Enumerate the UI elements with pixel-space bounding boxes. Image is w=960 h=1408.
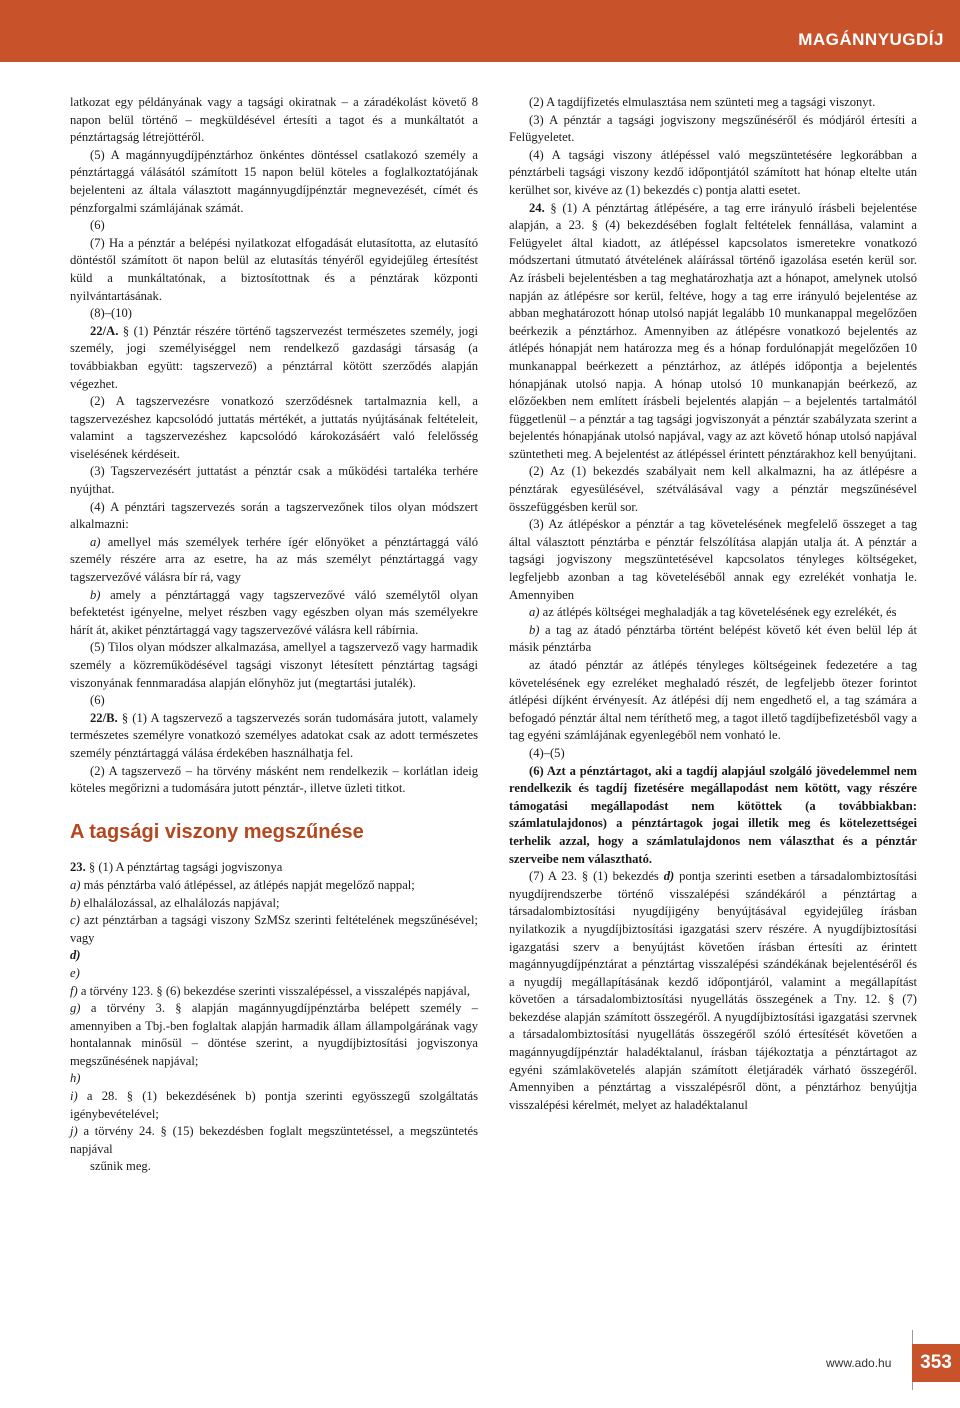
paragraph: (6) — [90, 218, 105, 233]
list-item — [70, 947, 478, 965]
paragraph: (5) Tilos olyan módszer alkalmazása, amellyel a tagszervező vagy harmadik személy a közreműködésével tagsági viszonyt létesített pénztártag tagsági viszonyának fennmaradása alapján előnyhöz jut (megtartási jutalék). — [70, 640, 478, 690]
item-letter: a) — [529, 605, 540, 620]
section-number: 22/A. — [90, 323, 119, 338]
page-number: 353 — [912, 1344, 960, 1382]
paragraph-text: a törvény 24. § (15) bekezdésben foglalt megszüntetéssel, a megszüntetés napjával — [70, 1124, 478, 1156]
paragraph: (4)–(5) — [529, 745, 565, 760]
paragraph: (2) A tagszervezésre vonatkozó szerződésnek tartalmaznia kell, a tagszervezéshez kapcsolódó juttatás mértékét, a juttatás nyújtásának feltételeit, valamint a tagszervezéshez kapcsolódó károkozásáért való felelősség viselésének kérdéseit. — [70, 394, 478, 461]
section-number: 24. — [529, 200, 545, 215]
item-letter: j) — [70, 1124, 78, 1139]
list-item — [70, 895, 478, 913]
list-item — [70, 965, 478, 983]
item-letter: d) — [70, 948, 81, 963]
section-title: A tagsági viszony megszűnése — [70, 820, 364, 843]
paragraph: (6) — [90, 693, 105, 708]
paragraph: az átadó pénztár az átlépés tényleges költségeinek fedezetére a tag követelésének egy ezreléket meghaladó részét, de legfeljebb ötezer forintot átlépési díjként érvényesít. Az átlépési díj nem engedhető el, a tag számára a befogadó pénztár által nem téríthető meg, a tagot illető tagdíjbefizetésből vagy a tag egyéni számlájának egyenlegéből nem vonható le. — [509, 658, 917, 743]
paragraph — [70, 859, 478, 877]
paragraph: (2) A tagdíjfizetés elmulasztása nem szünteti meg a tagsági viszonyt. — [529, 95, 876, 109]
paragraph: szűnik meg. — [90, 1159, 151, 1174]
paragraph: (4) A pénztári tagszervezés során a tagszervezőnek tilos olyan módszert alkalmazni: — [70, 499, 478, 532]
paragraph: (7) Ha a pénztár a belépési nyilatkozat elfogadását elutasította, az elutasító döntéstől számított öt napon belül az elutasítás tényéről egyidejűleg értesítést küld a munkáltatónak, a biztosítottnak és a pénztárak központi nyilvántartásának. — [70, 235, 478, 303]
paragraph-text: (7) A 23. § (1) bekezdés — [529, 869, 664, 884]
paragraph-text: § (1) A tagszervező a tagszervezés során tudomására jutott, valamely természetes személyre vonatkozó személyes adatokat csak az adott természetes személy pénztártaggá válása érdekében használhatja fel. — [70, 710, 478, 760]
paragraph-text: a törvény 123. § (6) bekezdése szerinti visszalépéssel, a visszalépés napjával, — [77, 983, 471, 998]
paragraph: latkozat egy példányának vagy a tagsági okiratnak – a záradékolást követő 8 napon belül történő – megküldésével értesíti a tagot és a munkáltatót a pénztártagság létrejöttéről. — [70, 95, 478, 145]
paragraph-text: § (1) A pénztártag átlépésére, a tag erre irányuló írásbeli bejelentése alapján, a 23. § (4) bekezdésében foglalt feltételek fennállása, valamint a Felügyelet által kiadott, az átlépéssel kapcsolatos ismeretekre vonatkozó módszertani útmutató átvételének aláírással történő igazolása esetén kerül sor. Az írásbeli bejelentésben a tag meghatározhatja azt a hónapot, amelynek utolsó napján az átlépésre sor kerül, feltéve, hogy a tag erre irányuló bejelentése az abban meghatározott hónap utolsó napját legalább 10 munkanappal megelőzően beérkezik a pénztárhoz. Amennyiben az átlépésre vonatkozó bejelentés az átlépés hónapját nem határozza meg és a hónap fordulónapját megelőzően 10 munkanappal beérkezett a pénztárhoz, az átlépés időpontja a bejelentés hónapjának utolsó napja. A hónap utolsó 10 munkanapján beérkező, az előzőekben nem említett írásbeli bejelentés alapján – a bejelentés tartalmától függetlenül – a pénztár a tag tagsági jogviszonyát a pénztár szabályzata szerint a bejelentés hónapjának utolsó napjával, vagy az azt követő hónap utolsó napjával szüntetheti meg. A bejelentést az átlépéssel érintett pénztárakhoz kell benyújtani. — [509, 200, 917, 461]
paragraph-text: amely a pénztártaggá vagy tagszervezővé váló személytől olyan befektetést igényelne, melyet részben vagy egészben olyan más személyekre hárít át, akiket pénztártaggá vagy tagszervezővé válásra kell rábírnia. — [70, 587, 478, 637]
paragraph — [70, 710, 478, 763]
list-item — [70, 877, 478, 895]
paragraph — [70, 323, 478, 393]
paragraph: (8)–(10) — [90, 306, 132, 321]
paragraph-bold: (6) Azt a pénztártagot, aki a tagdíj alapjául szolgáló jövedelemmel nem rendelkezik és tagdíj fizetésére megállapodást nem kötött, vagy részére támogatási megállapodást nem kötöttek (a továbbiakban: számlatulajdonos) a pénztártagok jogai illetik meg és kötelezettségei terhelik azzal, hogy a számlatulajdonos nem választhat és a pénztár szerveibe nem választható. — [509, 763, 917, 866]
paragraph: (3) Tagszervezésért juttatást a pénztár csak a működési tartaléka terhére nyújthat. — [70, 464, 478, 497]
item-letter: g) — [70, 1001, 81, 1016]
item-letter: e) — [70, 965, 80, 980]
paragraph-text: azt pénztárban a tagsági viszony SzMSz szerinti feltételének megszűnésével; vagy — [70, 913, 478, 945]
paragraph: (2) A tagszervező – ha törvény másként nem rendelkezik – korlátlan ideig köteles megőrizni a tudomására jutott pénztár-, illetve üzleti titkot. — [70, 763, 478, 796]
item-letter: a) — [70, 877, 81, 892]
paragraph-text: elhalálozással, az elhalálozás napjával; — [80, 895, 280, 910]
paragraph: (4) A tagsági viszony átlépéssel való megszüntetésére legkorábban a pénztárbeli tagsági viszony kezdő időpontjától számított hat hónap eltelte után kerülhet sor, kivéve az (1) bekezdés c) pontja alatti esetet. — [509, 147, 917, 197]
section-header-title: MAGÁNNYUGDÍJ — [798, 30, 944, 49]
list-item — [70, 983, 478, 1001]
paragraph-text: a törvény 3. § alapján magánnyugdíjpénztárba belépett személy – amennyiben a Tbj.-ben foglaltak alapján harmadik állam állampolgárának vagy hontalannak minősül – döntése szerint, a nyugdíjbiztosítási jogviszonya megszűnésének napjával; — [70, 1001, 478, 1068]
paragraph-text: más pénztárba való átlépéssel, az átlépés napját megelőző nappal; — [80, 877, 415, 892]
list-item — [70, 1000, 478, 1070]
paragraph-text: § (1) Pénztár részére történő tagszervezést természetes személy, jogi személy, jogi személyiséggel nem rendelkező gazdasági társaság (a továbbiakban együtt: tagszervező) a pénztárral kötött szerződés alapján végezhet. — [70, 323, 478, 391]
item-letter: f) — [70, 983, 78, 998]
list-item — [509, 622, 917, 657]
paragraph: (3) Az átlépéskor a pénztár a tag követelésének megfelelő összeget a tag által választott pénztárba e pénztár felszólítása alapján utalja át. A pénztár a tagsági jogviszony megszüntetésével kapcsolatos tényleges költségeket, legfeljebb azonban a tag követeléséből annak egy ezrelékét vonhatja le. Amennyiben — [509, 517, 917, 602]
item-letter: b) — [70, 895, 81, 910]
paragraph: (5) A magánnyugdíjpénztárhoz önkéntes döntéssel csatlakozó személy a pénztártaggá válásától számított 15 napon belül köteles a foglalkoztatójának bejelenteni az általa választott magánnyugdíjpénztár megnevezését, címét és pénzforgalmi számlájának számát. — [70, 147, 478, 215]
paragraph-text: a tag az átadó pénztárba történt belépést követő két éven belül lép át másik pénztárba — [509, 622, 917, 655]
paragraph: (2) Az (1) bekezdés szabályait nem kell alkalmazni, ha az átlépésre a pénztárak egyesülésével, szétválásával vagy a pénztár megszűnésével összefüggésben kerül sor. — [509, 464, 917, 514]
list-item — [70, 1123, 478, 1158]
item-letter: b) — [529, 622, 540, 637]
paragraph-text: § (1) A pénztártag tagsági jogviszonya — [85, 860, 283, 875]
paragraph — [70, 534, 478, 587]
section-number: 23. — [70, 860, 86, 875]
paragraph — [509, 200, 917, 464]
list-item — [70, 912, 478, 947]
paragraph-text: az átlépés költségei meghaladják a tag követelésének egy ezrelékét, és — [539, 605, 897, 620]
section-number: 22/B. — [90, 710, 118, 725]
list-item — [70, 1070, 478, 1088]
item-letter: h) — [70, 1071, 81, 1086]
item-letter: b) — [90, 587, 101, 602]
paragraph-text: pontja szerinti esetben a társadalombiztosítási nyugdíjrendszerbe történő visszalépési szándékáról a pénztártag a társadalombiztosítási nyugdíjigény benyújtásával egyidejűleg írásban nyilatkozik a nyugdíjbiztosítási igazgatási szerv részére. A nyugdíjbiztosítási igazgatási szerv a benyújtást követően írásban értesíti az érintett magánnyugdíjpénztárat a pénztártag visszalépési szándékának bejelentéséről és a nyugdíj megállapításának kezdő időpontjáról, valamint a megállapítást követően a társadalombiztosítási nyugellátás összegének a Tny. 12. § (7) bekezdése alapján számított összegéről. A nyugdíjbiztosítási igazgatási szervnek a társadalombiztosítási nyugellátás összegéről szóló értesítését követően a magánnyugdíjpénztár haladéktalanul, írásban tájékoztatja a pénztártagot az egyéni számlakövetelés alapján számított életjáradék várható összegéről. Amennyiben a pénztártag a visszalépésről dönt, a pénztárhoz benyújtja visszalépési kérelmét, melyet az haladéktalanul — [509, 869, 918, 1112]
paragraph-text: amellyel más személyek terhére ígér előnyöket a pénztártaggá váló személy részére arra az esetre, ha az más személyt pénztártaggá vagy tagszervezővé válásra bír rá, vagy — [70, 534, 478, 585]
paragraph: (3) A pénztár a tagsági jogviszony megszűnéséről és módjáról értesíti a Felügyeletet. — [509, 112, 917, 145]
item-letter: d) — [663, 869, 675, 884]
right-column — [509, 94, 917, 1114]
item-letter: a) — [90, 534, 101, 549]
item-letter: i) — [70, 1089, 78, 1104]
paragraph — [70, 587, 478, 640]
paragraph-text: a 28. § (1) bekezdésének b) pontja szerinti egyösszegű szolgáltatás igénybevételével; — [70, 1089, 478, 1121]
left-column — [70, 94, 478, 1176]
header-bar — [0, 0, 960, 62]
list-item — [70, 1088, 478, 1123]
item-letter: c) — [70, 913, 80, 928]
paragraph — [509, 868, 917, 1114]
list-item — [509, 604, 917, 622]
footer-url: www.ado.hu — [826, 1356, 892, 1370]
